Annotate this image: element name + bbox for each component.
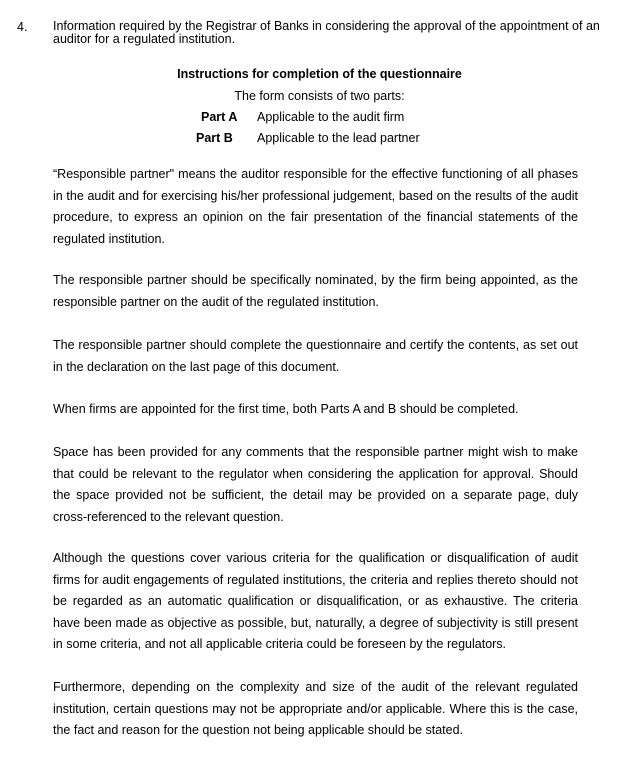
part-a-row (201, 110, 404, 124)
item-number: 4. (17, 20, 28, 34)
paragraph-nomination: The responsible partner should be specifically nominated, by the firm being appointed, as the responsible partner on the audit of the regulated institution. (53, 273, 578, 309)
paragraph-responsible-partner-definition: “Responsible partner" means the auditor responsible for the effective functioning of all phases in the audit and for exercising his/her professional judgement, based on the results of the audit procedure, to express an opinion on the fair presentation of the financial statements of the regulated institution. (53, 167, 578, 246)
instructions-title: Instructions for completion of the questionnaire (177, 67, 462, 81)
paragraph-applicability: Furthermore, depending on the complexity and size of the audit of the relevant regulated institution, certain questions may not be appropriate and/or applicable. Where this is the case, the fact and reason for the question not being applicable should be stated. (53, 680, 578, 738)
part-b-label: Part B (196, 131, 233, 145)
paragraph-comments-space: Space has been provided for any comments that the responsible partner might wish to make that could be relevant to the regulator when considering the application for approval. Should the space provided not be sufficient, the detail may be provided on a separate page, duly cross-referenced to the relevant question. (53, 445, 578, 524)
part-a-label: Part A (201, 110, 238, 124)
part-b-description: Applicable to the lead partner (257, 131, 420, 145)
paragraph-first-appointment: When firms are appointed for the first time, both Parts A and B should be completed. (53, 402, 519, 416)
form-parts-intro: The form consists of two parts: (234, 89, 405, 103)
part-b-row (196, 131, 420, 145)
paragraph-criteria-disclaimer: Although the questions cover various criteria for the qualification or disqualification of audit firms for audit engagements of regulated institutions, the criteria and replies thereto should not be regarded as an automatic qualification or disqualification, or as exhaustive. The criteria have been made as objective as possible, but, naturally, a degree of subjectivity is still present in some criteria, and not all applicable criteria could be foreseen by the regulators. (53, 551, 578, 652)
part-a-description: Applicable to the audit firm (257, 110, 405, 124)
paragraph-completion-certification: The responsible partner should complete the questionnaire and certify the contents, as set out in the declaration on the last page of this document. (53, 338, 578, 374)
item-heading: Information required by the Registrar of Banks in considering the approval of the appointment of an auditor for a regulated institution. (53, 19, 600, 46)
